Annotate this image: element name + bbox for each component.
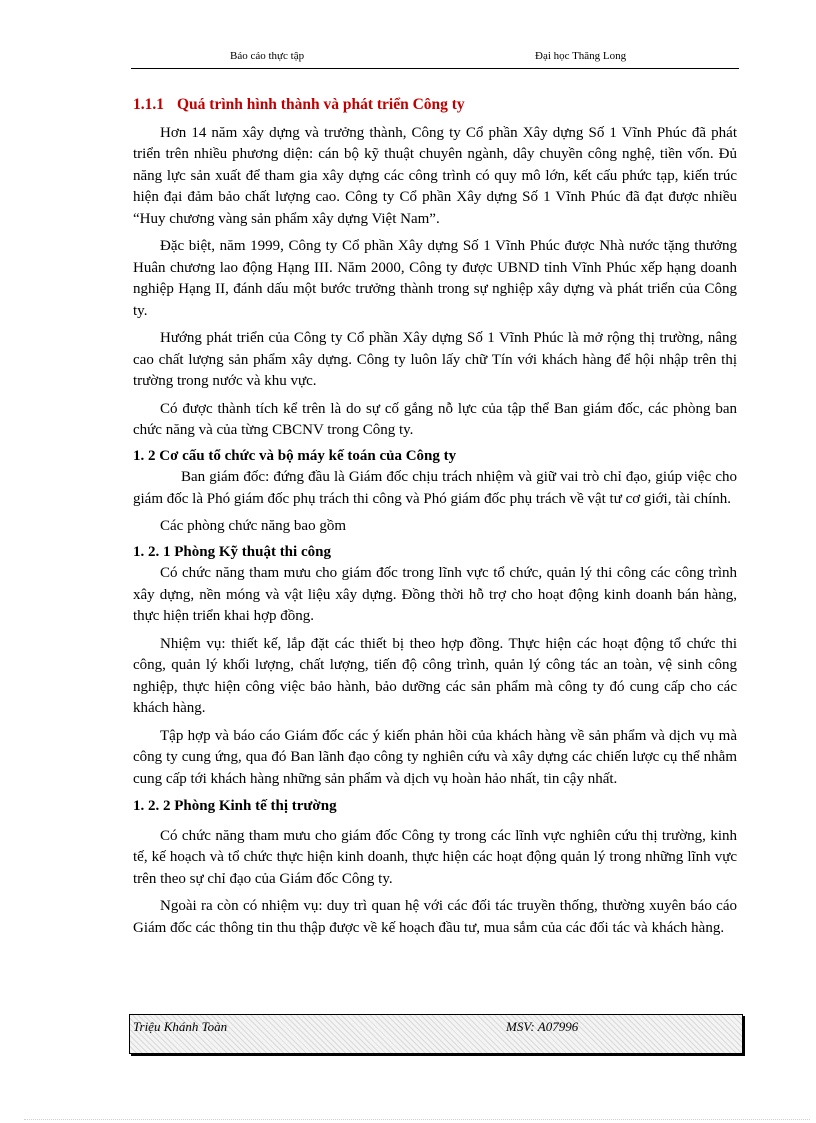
page-footer [129, 1014, 743, 1054]
paragraph-tech-function: Có chức năng tham mưu cho giám đốc trong lĩnh vực tổ chức, quản lý thi công các công trình xây dựng, nền móng và vật liệu xây dựng. Đồng thời hỗ trợ cho hoạt động kinh doanh bán hàng, thực hiện triển khai hợp đồng. [133, 565, 737, 624]
paragraph-history: Hơn 14 năm xây dựng và trưởng thành, Công ty Cổ phần Xây dựng Số 1 Vĩnh Phúc đã phát triển trên nhiều phương diện: cán bộ kỹ thuật chuyên ngành, dây chuyền công nghệ, tiền vốn. Đủ năng lực sản xuất để tham gia xây dựng các công trình có quy mô lớn, kết cấu phức tạp, kiến trúc hiện đại đảm bảo chất lượng cao. Công ty Cổ phần Xây dựng Số 1 Vĩnh Phúc đã đạt được nhiều “Huy chương vàng sản phẩm xây dựng Việt Nam”. [133, 124, 737, 227]
section-heading-1-2: 1. 2 Cơ cấu tổ chức và bộ máy kế toán của Công ty [133, 447, 457, 464]
page-header [131, 46, 739, 69]
page-break-line [24, 1119, 810, 1120]
paragraph-board: Ban giám đốc: đứng đầu là Giám đốc chịu trách nhiệm và giữ vai trò chỉ đạo, giúp việc cho giám đốc là Phó giám đốc phụ trách thi công và Phó giám đốc phụ trách về vật tư cơ giới, tài chính. [133, 469, 737, 507]
section-heading-1-1-1 [133, 94, 737, 116]
paragraph-achievements: Có được thành tích kể trên là do sự cố gắng nỗ lực của tập thể Ban giám đốc, các phòng ban chức năng và của từng CBCNV trong Công ty. [133, 400, 737, 438]
footer-student-id: MSV: A07996 [506, 1019, 579, 1034]
section-heading-1-2-2: 1. 2. 2 Phòng Kinh tế thị trường [133, 798, 337, 814]
header-university: Đại học Thăng Long [535, 50, 627, 62]
paragraph-departments-intro: Các phòng chức năng bao gồm [160, 518, 346, 534]
paragraph-awards: Đặc biệt, năm 1999, Công ty Cổ phần Xây dựng Số 1 Vĩnh Phúc được Nhà nước tặng thưởng Huân chương lao động Hạng III. Năm 2000, Công ty được UBND tỉnh Vĩnh Phúc xếp hạng doanh nghiệp Hạng II, đánh dấu một bước trưởng thành trong sự nghiệp xây dựng và phát triển của Công ty. [133, 238, 737, 319]
header-report-title: Báo cáo thực tập [230, 50, 305, 62]
paragraph-direction: Hướng phát triển của Công ty Cổ phần Xây dựng Số 1 Vĩnh Phúc là mở rộng thị trường, nâng cao chất lượng sản phẩm xây dựng. Công ty luôn lấy chữ Tín với khách hàng để hội nhập trên thị trường trong nước và khu vực. [133, 330, 737, 389]
document-body [133, 94, 737, 945]
paragraph-tech-feedback: Tập hợp và báo cáo Giám đốc các ý kiến phản hồi của khách hàng về sản phẩm và dịch vụ mà công ty cung ứng, qua đó Ban lãnh đạo công ty nghiên cứu và xây dựng các chiến lược cụ thể nhằm cung cấp tới khách hàng những sản phẩm và dịch vụ hoàn hảo nhất, tin cậy nhất. [133, 727, 737, 787]
paragraph-market-function: Có chức năng tham mưu cho giám đốc Công ty trong các lĩnh vực nghiên cứu thị trường, kinh tế, kế hoạch và tổ chức thực hiện kinh doanh, thực hiện các hoạt động quản lý trong những lĩnh vực trên theo sự chỉ đạo của Giám đốc Công ty. [133, 827, 737, 887]
footer-student-name: Triệu Khánh Toàn [133, 1019, 228, 1034]
section-number: 1.1.1 [133, 96, 164, 113]
paragraph-tech-duties: Nhiệm vụ: thiết kế, lắp đặt các thiết bị theo hợp đồng. Thực hiện các hoạt động tổ chức thi công, quản lý khối lượng, chất lượng, tiến độ công trình, quản lý công tác an toàn, vệ sinh công nghiệp, thực hiện công việc bảo hành, bảo dưỡng các sản phẩm mà công ty đó cung cấp cho các khách hàng. [133, 635, 737, 716]
paragraph-market-duties: Ngoài ra còn có nhiệm vụ: duy trì quan hệ với các đối tác truyền thống, thường xuyên báo cáo Giám đốc các thông tin thu thập được về kế hoạch đầu tư, mua sắm của các đối tác và khách hàng. [133, 898, 737, 936]
section-title: Quá trình hình thành và phát triển Công ty [177, 96, 465, 113]
section-heading-1-2-1: 1. 2. 1 Phòng Kỹ thuật thi công [133, 543, 331, 560]
